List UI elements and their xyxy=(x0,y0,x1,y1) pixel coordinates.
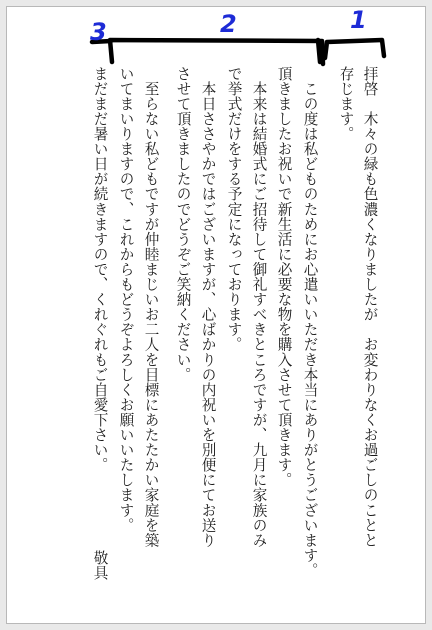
closing-keigu: 敬具 xyxy=(91,550,109,581)
letter-line-8: させて頂きましたのでどうぞご笑納ください。 xyxy=(174,66,192,383)
letter-line-4: 頂きましたお祝いで新生活に必要な物を購入させて頂きます。 xyxy=(275,66,293,488)
letter-line-2: 存じます。 xyxy=(337,66,355,142)
letter-line-10: いてまいりますので、これからもどうぞよろしくお願いいたします。 xyxy=(117,66,135,533)
letter-line-5: 本来は結婚式にご招待して御礼すべきところですが、九月に家族のみ xyxy=(250,66,268,548)
annotation-number-3: 3 xyxy=(90,18,107,46)
letter-line-1: 拝啓 木々の緑も色濃くなりましたが お変わりなくお過ごしのことと xyxy=(361,66,379,548)
letter-line-6: で挙式だけをする予定になっております。 xyxy=(225,66,243,352)
bracket-section-2 xyxy=(110,40,323,64)
letter-line-3: この度は私どものためにお心遣いいただき本当にありがとうございます。 xyxy=(301,66,319,578)
letter-line-7: 本日ささやかではございますが、心ばかりの内祝いを別便にてお送り xyxy=(199,66,217,548)
letter-line-9: 至らない私どもですが仲睦まじいお二人を目標にあたたかい家庭を築 xyxy=(142,66,160,548)
annotation-number-2: 2 xyxy=(220,10,237,38)
letter-line-11: まだまだ暑い日が続きますので、くれぐれもご自愛下さい。 xyxy=(91,66,109,473)
bracket-section-1 xyxy=(325,40,384,58)
annotation-number-1: 1 xyxy=(350,6,367,34)
